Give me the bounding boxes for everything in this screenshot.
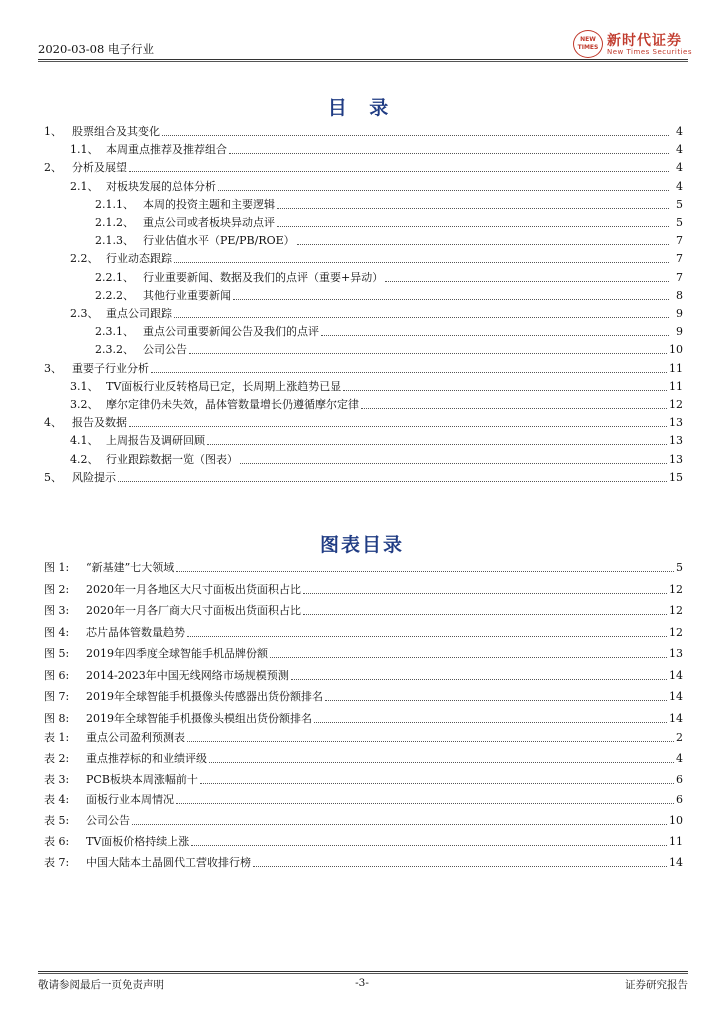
leader-dots [176,570,674,572]
table-entry[interactable] [44,791,683,807]
toc-entry-number: 1.1、 [70,143,99,157]
toc-entry-page: 4 [676,161,683,175]
figure-entry-page: 14 [669,668,683,682]
toc-entry-number: 2.3.2、 [95,343,134,357]
toc-entry-label: 其他行业重要新闻 [143,288,231,302]
logo-name-en: New Times Securities [607,48,692,56]
figure-entry-label: 2019年全球智能手机摄像头传感器出货份额排名 [86,690,323,703]
toc-entry[interactable] [95,323,683,339]
leader-dots [162,134,669,136]
toc-entry[interactable] [70,432,683,448]
table-entry-label: TV面板价格持续上涨 [86,835,190,848]
leader-dots [191,844,667,846]
table-entry-label: 重点公司盈利预测表 [86,731,185,744]
toc-entry-page: 4 [676,179,683,193]
figure-entry-label: 2020年一月各地区大尺寸面板出货面积占比 [86,582,301,596]
leader-dots [151,371,667,373]
leader-dots [218,189,669,191]
toc-entry-number: 3、 [44,361,62,375]
figure-entry-page: 12 [669,625,683,639]
toc-entry-page: 8 [676,288,683,302]
leader-dots [361,407,667,409]
leader-dots [321,334,669,336]
leader-dots [118,480,667,482]
toc-entry-page: 15 [669,470,683,484]
leader-dots [187,740,674,742]
toc-entry-number: 5、 [44,470,62,484]
figure-entry-number: 图 6: [44,668,70,682]
leader-dots [325,699,667,701]
header-divider-thin [38,61,688,62]
toc-entry[interactable] [95,269,683,285]
table-entry[interactable] [44,833,683,849]
toc-entry-label: TV面板行业反转格局已定，长周期上涨趋势已显 [106,379,342,393]
toc-entry-page: 11 [669,361,683,375]
leader-dots [303,592,667,594]
footer-divider [38,971,688,972]
leader-dots [209,761,674,763]
toc-entry-number: 2.3、 [70,307,99,320]
toc-entry-number: 4、 [44,416,62,430]
toc-entry-label: 重点公司或者板块异动点评 [143,216,275,229]
figure-entry-number: 图 4: [44,625,70,639]
toc-entry[interactable] [44,159,683,175]
toc-entry-number: 2.1、 [70,179,99,193]
leader-dots [200,782,674,784]
table-entry-number: 表 1: [44,731,70,744]
toc-entry-page: 5 [676,216,683,229]
leader-dots [277,207,669,209]
toc-entry-number: 2、 [44,161,62,175]
figure-entry[interactable] [44,710,683,726]
leader-dots [385,280,669,282]
table-entry-number: 表 3: [44,772,70,786]
figure-entry[interactable] [44,624,683,640]
leader-dots [270,656,667,658]
toc-entry-page: 13 [669,452,683,466]
table-entry[interactable] [44,854,683,870]
toc-entry[interactable] [95,232,683,248]
leader-dots [189,352,667,354]
leader-dots [291,678,667,680]
leader-dots [176,802,674,804]
logo-name-cn: 新时代证券 [607,33,682,49]
toc-entry-page: 4 [676,125,683,138]
toc-entry[interactable] [70,378,683,394]
toc-entry[interactable] [70,451,683,467]
toc-entry-page: 7 [676,270,683,284]
toc-entry[interactable] [44,414,683,430]
page-number: -3- [355,977,369,989]
footer-report-type: 证券研究报告 [625,979,688,991]
toc-entry-page: 7 [676,252,683,266]
leader-dots [187,635,667,637]
figure-entry[interactable] [44,645,683,661]
table-entry-label: PCB板块本周涨幅前十 [86,772,198,786]
figure-entry-label: 芯片晶体管数量趋势 [86,625,185,639]
toc-entry[interactable] [44,360,683,376]
table-entry-page: 10 [669,814,683,828]
table-entry-page: 4 [676,751,683,765]
figure-entry-page: 5 [676,561,683,574]
toc-title: 目 录 [327,97,397,119]
toc-entry-page: 9 [676,307,683,320]
toc-entry-number: 1、 [44,125,62,138]
toc-entry-number: 2.2、 [70,252,99,266]
leader-dots [314,721,667,723]
table-entry[interactable] [44,750,683,766]
leader-dots [343,389,667,391]
leader-dots [129,425,667,427]
logo-mark-icon: NEW TIMES [573,30,603,58]
table-entry-number: 表 7: [44,855,70,869]
toc-entry-page: 13 [669,434,683,448]
table-entry-page: 2 [676,731,683,744]
leader-dots [277,225,669,227]
leader-dots [303,613,667,615]
table-entry-number: 表 4: [44,793,70,807]
table-entry-number: 表 6: [44,835,70,848]
toc-entry-label: 公司公告 [143,343,187,357]
toc-entry-page: 5 [676,197,683,211]
toc-entry-page: 11 [669,379,683,393]
figure-entry-page: 12 [669,604,683,617]
table-entry-page: 14 [669,855,683,869]
toc-entry[interactable] [44,123,683,139]
toc-entry-label: 上周报告及调研回顾 [106,434,205,448]
toc-entry-label: 报告及数据 [72,416,127,430]
toc-entry-page: 13 [669,416,683,430]
table-entry[interactable] [44,771,683,787]
toc-entry-label: 行业估值水平（PE/PB/ROE） [143,234,295,248]
figure-entry-page: 12 [669,582,683,596]
figures-title: 图表目录 [319,534,404,556]
toc-entry-label: 重要子行业分析 [72,361,149,375]
table-entry-page: 6 [676,772,683,786]
toc-entry-page: 9 [676,325,683,339]
toc-entry-label: 行业重要新闻、数据及我们的点评（重要+异动） [143,270,384,284]
toc-entry-label: 股票组合及其变化 [72,125,160,138]
figure-entry-label: 2019年四季度全球智能手机品牌份额 [86,647,268,660]
figure-entry-number: 图 2: [44,582,70,596]
header-date-industry [38,41,154,57]
figure-entry-label: “新基建”七大领域 [86,561,175,574]
figure-entry-page: 13 [669,647,683,660]
toc-entry-label: 行业动态跟踪 [106,252,172,266]
toc-entry[interactable] [70,250,683,266]
toc-entry-number: 4.1、 [70,434,99,448]
figure-entry[interactable] [44,667,683,683]
figure-entry-label: 2019年全球智能手机摄像头模组出货份额排名 [86,711,312,725]
header-industry: 电子行业 [107,42,154,56]
leader-dots [174,316,669,318]
table-entry-number: 表 5: [44,814,70,828]
leader-dots [132,823,667,825]
toc-entry-number: 3.1、 [70,379,99,393]
toc-entry[interactable] [95,196,683,212]
leader-dots [240,462,667,464]
footer-disclaimer: 敬请参阅最后一页免责声明 [38,979,164,991]
toc-entry-number: 2.3.1、 [95,325,134,339]
leader-dots [174,261,669,263]
leader-dots [129,170,669,172]
header-date: 2020-03-08 [38,42,105,56]
toc-entry-page: 4 [676,143,683,157]
table-entry-page: 6 [676,793,683,807]
toc-entry-label: 重点公司重要新闻公告及我们的点评 [143,325,319,339]
figure-entry-page: 14 [669,690,683,703]
toc-entry-label: 本周的投资主题和主要逻辑 [143,197,275,211]
toc-entry-label: 重点公司跟踪 [106,307,172,320]
toc-entry-label: 风险提示 [72,470,116,484]
header-divider [38,59,688,60]
toc-entry-page: 12 [669,398,683,411]
table-entry-page: 11 [669,835,683,848]
toc-entry-number: 3.2、 [70,398,99,411]
toc-entry-label: 行业跟踪数据一览（图表） [106,452,238,466]
leader-dots [207,443,667,445]
toc-entry-number: 4.2、 [70,452,99,466]
figure-entry-number: 图 5: [44,647,70,660]
toc-entry-number: 2.1.1、 [95,197,134,211]
figure-entry[interactable] [44,581,683,597]
toc-entry-label: 对板块发展的总体分析 [106,179,216,193]
footer-divider-thin [38,973,688,974]
table-entry-label: 重点推荐标的和业绩评级 [86,751,207,765]
toc-entry-label: 摩尔定律仍未失效，晶体管数量增长仍遵循摩尔定律 [106,398,359,411]
toc-entry[interactable] [70,178,683,194]
figure-entry-label: 2020年一月各厂商大尺寸面板出货面积占比 [86,604,301,617]
figure-entry[interactable] [44,602,683,618]
toc-entry[interactable] [95,341,683,357]
leader-dots [233,298,669,300]
figure-entry-number: 图 1: [44,561,70,574]
figure-entry-page: 14 [669,711,683,725]
figure-entry[interactable] [44,688,683,704]
toc-entry-number: 2.2.1、 [95,270,134,284]
toc-entry-label: 本周重点推荐及推荐组合 [106,143,227,157]
figure-entry-number: 图 8: [44,711,70,725]
table-entry-label: 面板行业本周情况 [86,793,174,807]
toc-entry-number: 2.1.3、 [95,234,134,248]
figure-entry[interactable] [44,559,683,575]
figure-entry-number: 图 7: [44,690,70,703]
table-entry-label: 中国大陆本土晶圆代工营收排行榜 [86,855,251,869]
table-entry[interactable] [44,812,683,828]
leader-dots [253,865,667,867]
leader-dots [297,243,669,245]
table-entry-label: 公司公告 [86,814,130,828]
toc-entry-page: 10 [669,343,683,357]
toc-entry[interactable] [70,396,683,412]
figure-entry-label: 2014-2023年中国无线网络市场规模预测 [86,668,289,682]
toc-entry-page: 7 [676,234,683,248]
toc-entry[interactable] [95,287,683,303]
toc-entry[interactable] [44,469,683,485]
toc-entry[interactable] [70,141,683,157]
company-logo [573,30,692,58]
toc-entry-number: 2.1.2、 [95,216,134,229]
toc-entry-number: 2.2.2、 [95,288,134,302]
figure-entry-number: 图 3: [44,604,70,617]
toc-entry[interactable] [95,214,683,230]
table-entry[interactable] [44,729,683,745]
toc-entry[interactable] [70,305,683,321]
leader-dots [229,152,669,154]
toc-entry-label: 分析及展望 [72,161,127,175]
table-entry-number: 表 2: [44,751,70,765]
